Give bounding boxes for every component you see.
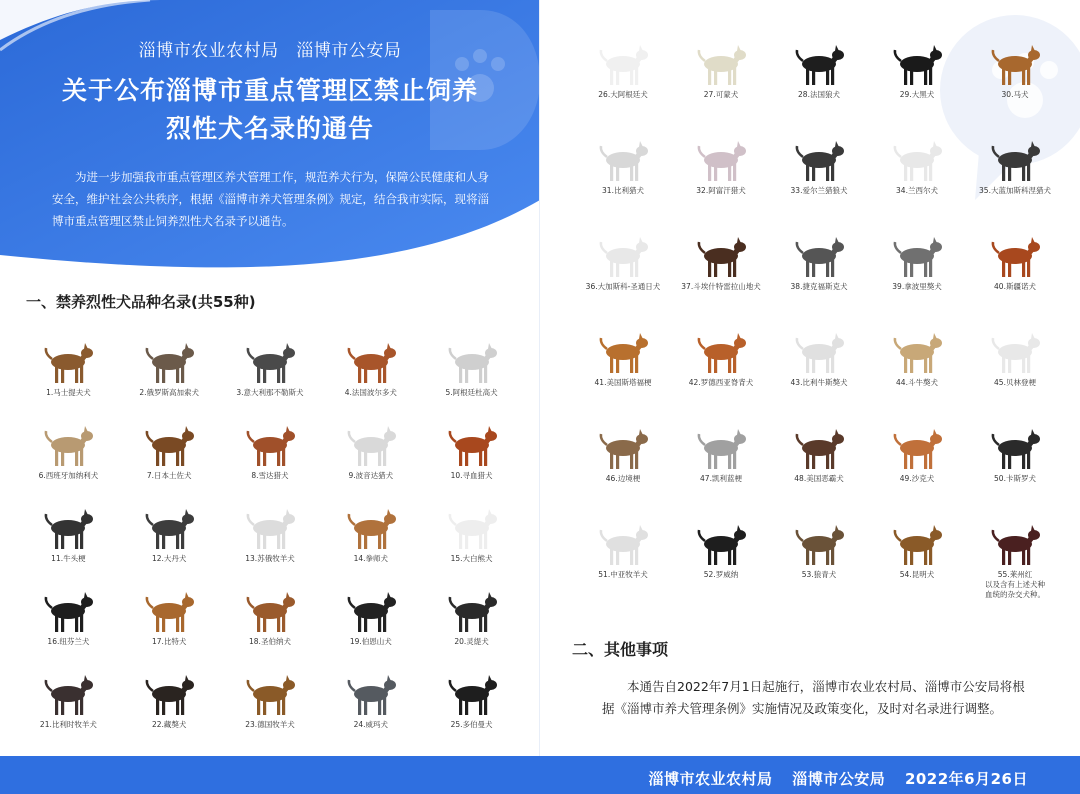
dog-breed-item: [672, 132, 770, 228]
dog-breed-item: [421, 334, 522, 417]
dog-photo: [983, 132, 1047, 184]
dog-breed-item: [119, 334, 220, 417]
dog-photo: [36, 417, 100, 469]
dog-breed-label: 2.俄罗斯高加索犬: [139, 388, 200, 397]
dog-silhouette-icon: [985, 520, 1045, 568]
dog-photo: [983, 516, 1047, 568]
dog-photo: [885, 132, 949, 184]
dog-breed-label: 10.寻血猎犬: [450, 471, 493, 480]
dog-photo: [440, 583, 504, 635]
dog-breed-label: 25.多伯曼犬: [450, 720, 493, 729]
dog-silhouette-icon: [442, 587, 502, 635]
dog-silhouette-icon: [240, 421, 300, 469]
dog-breed-item: [868, 36, 966, 132]
dog-breed-item: [119, 500, 220, 583]
dog-photo: [339, 583, 403, 635]
footer-signature: [634, 768, 1028, 789]
dog-photo: [787, 516, 851, 568]
dog-breed-label: 32.阿富汗猎犬: [696, 186, 746, 195]
dog-breed-item: [966, 36, 1064, 132]
dog-breed-item: [574, 36, 672, 132]
dog-photo: [137, 334, 201, 386]
dog-silhouette-icon: [442, 670, 502, 718]
dog-breed-item: [320, 417, 421, 500]
dog-silhouette-icon: [38, 338, 98, 386]
dog-breed-label: 35.大蓝加斯科涅猎犬: [979, 186, 1051, 195]
dog-photo: [36, 500, 100, 552]
dog-breed-label: 17.比特犬: [151, 637, 187, 646]
dog-breed-item: [672, 228, 770, 324]
section-1-title: 一、禁养烈性犬品种名录(共55种): [26, 293, 256, 311]
dog-silhouette-icon: [789, 424, 849, 472]
section-2-title: 二、其他事项: [572, 640, 669, 659]
dog-silhouette-icon: [38, 587, 98, 635]
dog-breed-label: 6.西班牙加纳利犬: [38, 471, 99, 480]
dog-breed-label: 38.捷克福斯克犬: [790, 282, 848, 291]
dog-photo: [591, 132, 655, 184]
dog-breed-label: 15.大白熊犬: [450, 554, 493, 563]
dog-breed-label: 55.莱州红 以及含有上述犬种 血统的杂交犬种。: [985, 570, 1045, 599]
dog-breed-label: 49.沙克犬: [899, 474, 935, 483]
dog-breed-item: [18, 334, 119, 417]
dog-breed-item: [18, 583, 119, 666]
dog-breed-item: [574, 228, 672, 324]
dog-photo: [339, 334, 403, 386]
dog-breed-label: 22.藏獒犬: [151, 720, 187, 729]
dog-photo: [885, 324, 949, 376]
dog-breed-item: [672, 36, 770, 132]
dog-breed-item: [18, 417, 119, 500]
title-line-2: 烈性犬名录的通告: [165, 114, 374, 143]
dog-photo: [339, 500, 403, 552]
dog-photo: [440, 334, 504, 386]
dog-photo: [137, 417, 201, 469]
dog-breed-item: [770, 228, 868, 324]
dog-silhouette-icon: [139, 670, 199, 718]
dog-silhouette-icon: [38, 504, 98, 552]
dog-photo: [983, 420, 1047, 472]
dog-breed-item: [421, 666, 522, 749]
dog-breed-item: [320, 334, 421, 417]
dog-breed-label: 45.贝林登梗: [994, 378, 1036, 387]
footer-date: 2022年6月26日: [904, 770, 1028, 788]
dog-breed-item: [966, 132, 1064, 228]
dog-photo: [36, 583, 100, 635]
dog-photo: [440, 666, 504, 718]
dog-silhouette-icon: [789, 520, 849, 568]
dog-breed-label: 47.凯利蓝梗: [700, 474, 742, 483]
dog-silhouette-icon: [442, 504, 502, 552]
intro-paragraph: 为进一步加强我市重点管理区养犬管理工作，规范养犬行为，保障公民健康和人身安全，维护社会公共秩序，根据《淄博市养犬管理条例》规定，结合我市实际，现将淄博市重点管理区禁止饲养烈性犬名录予以通告。: [52, 170, 489, 228]
dog-breed-label: 48.美国恶霸犬: [794, 474, 844, 483]
dog-breed-label: 43.比利牛斯獒犬: [790, 378, 848, 387]
dog-breed-item: [574, 420, 672, 516]
dog-silhouette-icon: [593, 232, 653, 280]
dog-photo: [238, 417, 302, 469]
dog-photo: [339, 417, 403, 469]
dog-silhouette-icon: [985, 328, 1045, 376]
dog-breed-label: 52.罗威纳: [703, 570, 739, 579]
dog-breed-label: 28.法国狼犬: [798, 90, 840, 99]
dog-breed-label: 26.大阿根廷犬: [598, 90, 648, 99]
dog-breed-label: 4.法国波尔多犬: [344, 388, 397, 397]
dog-silhouette-icon: [887, 328, 947, 376]
right-panel: [540, 0, 1080, 794]
dog-photo: [339, 666, 403, 718]
dog-breed-label: 27.可蒙犬: [703, 90, 739, 99]
dog-silhouette-icon: [691, 232, 751, 280]
dog-breed-label: 1.马士提夫犬: [46, 388, 91, 397]
dog-silhouette-icon: [985, 232, 1045, 280]
dog-breed-label: 53.狼青犬: [801, 570, 837, 579]
dog-photo: [137, 500, 201, 552]
dog-photo: [238, 583, 302, 635]
dog-breed-label: 3.意大利那不勒斯犬: [236, 388, 304, 397]
dog-silhouette-icon: [691, 328, 751, 376]
dog-breed-item: [220, 334, 321, 417]
dog-silhouette-icon: [240, 338, 300, 386]
dog-silhouette-icon: [139, 338, 199, 386]
dog-photo: [983, 228, 1047, 280]
dog-grid-left: [18, 334, 522, 749]
dog-photo: [885, 228, 949, 280]
dog-photo: [591, 228, 655, 280]
dog-silhouette-icon: [887, 520, 947, 568]
footer-agency-2: 淄博市公安局: [792, 770, 886, 788]
dog-photo: [591, 420, 655, 472]
dog-silhouette-icon: [691, 40, 751, 88]
dog-breed-item: [770, 132, 868, 228]
dog-breed-label: 33.爱尔兰猎狼犬: [790, 186, 848, 195]
dog-breed-item: [220, 417, 321, 500]
dog-silhouette-icon: [691, 136, 751, 184]
dog-breed-label: 19.伯恩山犬: [349, 637, 392, 646]
dog-silhouette-icon: [789, 232, 849, 280]
issuing-agencies: 淄博市农业农村局 淄博市公安局: [138, 41, 402, 61]
dog-breed-item: [574, 516, 672, 612]
dog-photo: [787, 228, 851, 280]
dog-photo: [885, 516, 949, 568]
other-matters-paragraph: 本通告自2022年7月1日起施行，淄博市农业农村局、淄博市公安局将根据《淄博市养犬管理条例》实施情况及政策变化，及时对名录进行调整。: [602, 679, 1025, 716]
dog-breed-label: 5.阿根廷杜高犬: [445, 388, 498, 397]
dog-silhouette-icon: [38, 670, 98, 718]
dog-silhouette-icon: [985, 136, 1045, 184]
dog-breed-item: [868, 324, 966, 420]
dog-photo: [36, 666, 100, 718]
dog-breed-label: 34.兰西尔犬: [896, 186, 938, 195]
dog-silhouette-icon: [593, 328, 653, 376]
announcement-header: [0, 0, 540, 270]
dog-silhouette-icon: [240, 670, 300, 718]
dog-breed-label: 40.斯疆诺犬: [994, 282, 1036, 291]
dog-silhouette-icon: [789, 40, 849, 88]
dog-breed-label: 8.雪达猎犬: [251, 471, 289, 480]
dog-breed-label: 39.拿波里獒犬: [892, 282, 942, 291]
dog-grid-right: [574, 36, 1064, 612]
dog-silhouette-icon: [789, 136, 849, 184]
dog-breed-label: 42.罗德西亚脊背犬: [688, 378, 754, 387]
dog-breed-item: [770, 324, 868, 420]
dog-silhouette-icon: [341, 670, 401, 718]
dog-breed-label: 11.牛头梗: [51, 554, 86, 563]
dog-breed-label: 24.威玛犬: [353, 720, 388, 729]
dog-breed-item: [770, 516, 868, 612]
dog-breed-label: 16.纽芬兰犬: [47, 637, 90, 646]
dog-breed-label: 29.大黑犬: [899, 90, 935, 99]
dog-photo: [689, 420, 753, 472]
dog-photo: [689, 228, 753, 280]
dog-breed-label: 41.美国斯塔福梗: [594, 378, 652, 387]
dog-silhouette-icon: [593, 40, 653, 88]
dog-photo: [689, 132, 753, 184]
dog-photo: [787, 36, 851, 88]
dog-silhouette-icon: [341, 421, 401, 469]
dog-breed-item: [421, 417, 522, 500]
dog-breed-label: 18.圣伯纳犬: [249, 637, 291, 646]
dog-photo: [238, 666, 302, 718]
dog-photo: [440, 417, 504, 469]
dog-breed-label: 12.大丹犬: [151, 554, 187, 563]
dog-breed-item: [18, 666, 119, 749]
dog-breed-label: 20.灵缇犬: [454, 637, 489, 646]
dog-breed-item: [320, 583, 421, 666]
dog-silhouette-icon: [442, 338, 502, 386]
dog-photo: [689, 324, 753, 376]
dog-silhouette-icon: [691, 424, 751, 472]
dog-silhouette-icon: [341, 587, 401, 635]
dog-photo: [689, 36, 753, 88]
dog-breed-item: [220, 666, 321, 749]
dog-breed-item: [574, 324, 672, 420]
dog-breed-item: [966, 228, 1064, 324]
dog-photo: [440, 500, 504, 552]
dog-silhouette-icon: [240, 587, 300, 635]
dog-breed-label: 21.比利时牧羊犬: [39, 720, 97, 729]
dog-breed-label: 46.边境梗: [605, 474, 641, 483]
dog-breed-label: 9.波音达猎犬: [348, 471, 394, 480]
dog-breed-item: [770, 420, 868, 516]
dog-breed-item: [421, 500, 522, 583]
dog-photo: [983, 324, 1047, 376]
dog-photo: [787, 132, 851, 184]
dog-photo: [787, 324, 851, 376]
dog-silhouette-icon: [593, 136, 653, 184]
dog-breed-item: [320, 500, 421, 583]
dog-breed-label: 36.大加斯科-圣通日犬: [585, 282, 661, 291]
dog-breed-label: 50.卡斯罗犬: [994, 474, 1036, 483]
dog-photo: [787, 420, 851, 472]
title-line-1: 关于公布淄博市重点管理区禁止饲养: [61, 76, 478, 105]
dog-breed-label: 14.拳师犬: [353, 554, 388, 563]
dog-silhouette-icon: [240, 504, 300, 552]
dog-breed-label: 37.斗埃什特雷拉山地犬: [681, 282, 761, 291]
dog-breed-label: 54.昆明犬: [899, 570, 935, 579]
dog-breed-item: [320, 666, 421, 749]
dog-silhouette-icon: [985, 424, 1045, 472]
dog-breed-label: 13.苏俄牧羊犬: [245, 554, 295, 563]
dog-silhouette-icon: [593, 424, 653, 472]
dog-breed-item: [770, 36, 868, 132]
dog-breed-item: [868, 420, 966, 516]
dog-silhouette-icon: [38, 421, 98, 469]
announcement-title: [0, 72, 540, 148]
dog-silhouette-icon: [789, 328, 849, 376]
dog-breed-item: [672, 420, 770, 516]
dog-breed-item: [672, 516, 770, 612]
dog-silhouette-icon: [593, 520, 653, 568]
dog-photo: [137, 583, 201, 635]
dog-breed-item: [672, 324, 770, 420]
dog-breed-item: [966, 420, 1064, 516]
dog-breed-item: [119, 583, 220, 666]
dog-breed-label: 30.马犬: [1001, 90, 1029, 99]
dog-silhouette-icon: [139, 421, 199, 469]
dog-breed-item: [119, 666, 220, 749]
dog-photo: [137, 666, 201, 718]
dog-photo: [591, 324, 655, 376]
dog-photo: [36, 334, 100, 386]
dog-breed-item: [868, 132, 966, 228]
dog-breed-item: [119, 417, 220, 500]
dog-breed-label: 23.德国牧羊犬: [245, 720, 295, 729]
dog-breed-label: 7.日本土佐犬: [146, 471, 192, 480]
dog-silhouette-icon: [139, 587, 199, 635]
dog-breed-label: 51.中亚牧羊犬: [598, 570, 648, 579]
dog-silhouette-icon: [442, 421, 502, 469]
dog-silhouette-icon: [887, 136, 947, 184]
dog-breed-item: [966, 324, 1064, 420]
dog-photo: [689, 516, 753, 568]
dog-silhouette-icon: [341, 338, 401, 386]
dog-photo: [238, 334, 302, 386]
dog-breed-label: 31.比利猎犬: [602, 186, 644, 195]
dog-silhouette-icon: [887, 232, 947, 280]
dog-silhouette-icon: [985, 40, 1045, 88]
dog-breed-item: [868, 516, 966, 612]
dog-silhouette-icon: [887, 424, 947, 472]
dog-breed-item: [18, 500, 119, 583]
dog-breed-item: [868, 228, 966, 324]
dog-photo: [591, 36, 655, 88]
dog-breed-label: 44.斗牛獒犬: [896, 378, 938, 387]
dog-breed-item: [421, 583, 522, 666]
dog-silhouette-icon: [139, 504, 199, 552]
dog-silhouette-icon: [341, 504, 401, 552]
dog-photo: [983, 36, 1047, 88]
dog-breed-item: [966, 516, 1064, 612]
dog-photo: [885, 36, 949, 88]
dog-breed-item: [220, 500, 321, 583]
dog-silhouette-icon: [887, 40, 947, 88]
dog-photo: [238, 500, 302, 552]
dog-photo: [885, 420, 949, 472]
dog-breed-item: [220, 583, 321, 666]
dog-breed-item: [574, 132, 672, 228]
footer-agency-1: 淄博市农业农村局: [648, 770, 773, 788]
dog-photo: [591, 516, 655, 568]
dog-silhouette-icon: [691, 520, 751, 568]
